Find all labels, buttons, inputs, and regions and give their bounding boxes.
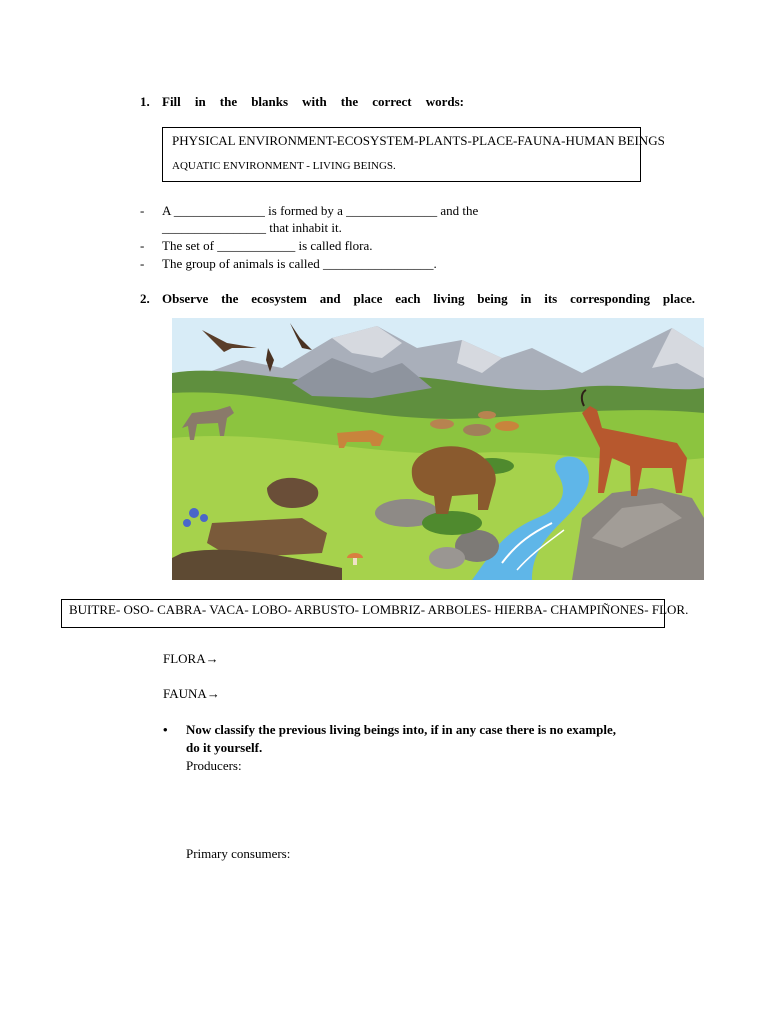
fauna-label: FAUNA→ [163, 686, 220, 701]
fill-item-1-continued-text: ________________ that inhabit it. [162, 220, 342, 235]
word-bank-1-line-2: AQUATIC ENVIRONMENT - LIVING BEINGS. [172, 160, 396, 172]
question-2-number: 2. [140, 291, 150, 306]
bullet: • [163, 722, 168, 737]
list-dash: - [140, 256, 145, 271]
word-bank-1-line-1: PHYSICAL ENVIRONMENT-ECOSYSTEM-PLANTS-PLACE-FAUNA-HUMAN BEINGS [172, 133, 665, 148]
primary-consumers-label: Primary consumers: [186, 846, 291, 861]
classify-instruction-line-1: Now classify the previous living beings into, if in any case there is no example, [186, 722, 616, 737]
producers-label: Producers: [186, 758, 242, 773]
classify-instruction-line-2: do it yourself. [186, 740, 263, 755]
ecosystem-illustration [172, 318, 704, 580]
list-dash: - [140, 238, 145, 253]
question-1-title [140, 94, 464, 110]
fill-item-3-text: The group of animals is called _________________. [162, 256, 437, 271]
classify-instruction [163, 722, 616, 738]
fill-item-2-text: The set of ____________ is called flora. [162, 238, 373, 253]
question-1-number: 1. [140, 94, 150, 109]
flora-label: FLORA→ [163, 651, 219, 666]
word-bank-2-text: BUITRE- OSO- CABRA- VACA- LOBO- ARBUSTO- LOMBRIZ- ARBOLES- HIERBA- CHAMPIÑONES- FLOR. [69, 602, 689, 617]
fill-item-1 [140, 203, 478, 219]
fill-item-3 [140, 256, 437, 272]
question-2-text: Observe the ecosystem and place each living being in its corresponding place. [162, 291, 695, 306]
list-dash: - [140, 203, 145, 218]
fill-item-2 [140, 238, 372, 254]
question-2-title [140, 291, 695, 307]
fill-item-1-text: A ______________ is formed by a ______________ and the [162, 203, 479, 218]
fill-item-1-continued [140, 220, 342, 236]
question-1-text: Fill in the blanks with the correct words: [162, 94, 464, 109]
